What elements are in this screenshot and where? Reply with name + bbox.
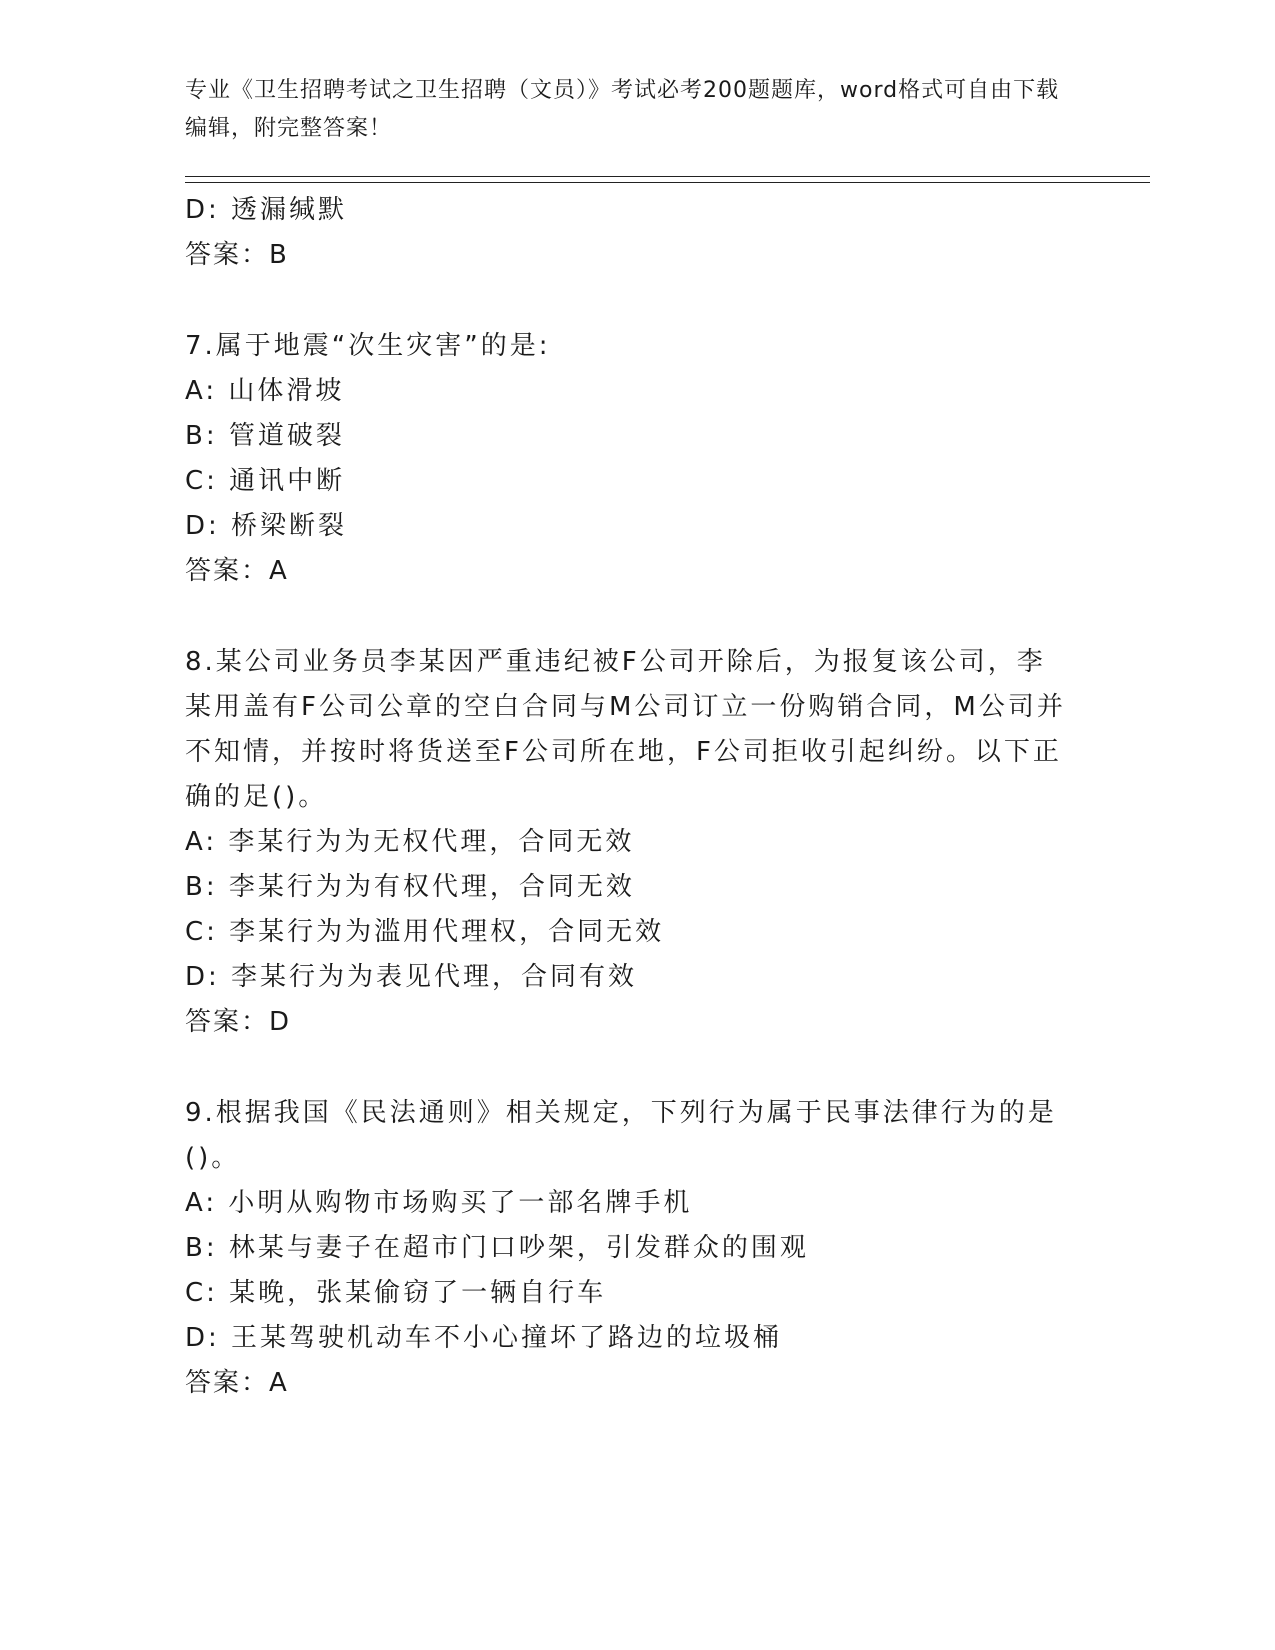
option-d: D: 透漏缄默 — [185, 195, 348, 225]
option-b: B: 李某行为为有权代理，合同无效 — [185, 872, 635, 902]
option-c: C: 某晚，张某偷窃了一辆自行车 — [185, 1278, 607, 1308]
document-body — [185, 188, 1085, 1406]
question-stem-line: 不知情，并按时将货送至F公司所在地，F公司拒收引起纠纷。以下正 — [185, 737, 1062, 767]
question-stem-line: 某用盖有F公司公章的空白合同与M公司订立一份购销合同，M公司并 — [185, 692, 1066, 722]
option-a: A: 山体滑坡 — [185, 376, 345, 406]
option-d: D: 桥梁断裂 — [185, 511, 348, 541]
answer-line: 答案：B — [185, 240, 289, 270]
option-d: D: 李某行为为表见代理，合同有效 — [185, 962, 638, 992]
answer-line: 答案：D — [185, 1007, 292, 1037]
option-c: C: 通讯中断 — [185, 466, 346, 496]
question-stem: 7.属于地震“次生灾害”的是: — [185, 331, 551, 361]
question-block — [185, 640, 1085, 1045]
question-stem-line: 确的足()。 — [185, 782, 328, 812]
option-b: B: 林某与妻子在超市门口吵架，引发群众的围观 — [185, 1233, 809, 1263]
page-header: 专业《卫生招聘考试之卫生招聘（文员）》考试必考200题题库，word格式可自由下载编辑，附完整答案！ — [185, 78, 1060, 141]
question-block — [185, 1091, 1085, 1406]
option-a: A: 李某行为为无权代理，合同无效 — [185, 827, 635, 857]
question-stem-line: ()。 — [185, 1143, 241, 1173]
option-c: C: 李某行为为滥用代理权，合同无效 — [185, 917, 665, 947]
option-d: D: 王某驾驶机动车不小心撞坏了路边的垃圾桶 — [185, 1323, 783, 1353]
header-divider — [185, 176, 1150, 183]
option-a: A: 小明从购物市场购买了一部名牌手机 — [185, 1188, 693, 1218]
answer-line: 答案：A — [185, 1368, 289, 1398]
option-b: B: 管道破裂 — [185, 421, 345, 451]
question-stem-line: 8.某公司业务员李某因严重违纪被F公司开除后，为报复该公司，李 — [185, 647, 1046, 677]
answer-line: 答案：A — [185, 556, 289, 586]
question-stem-line: 9.根据我国《民法通则》相关规定，下列行为属于民事法律行为的是 — [185, 1098, 1057, 1128]
question-block — [185, 324, 1085, 594]
